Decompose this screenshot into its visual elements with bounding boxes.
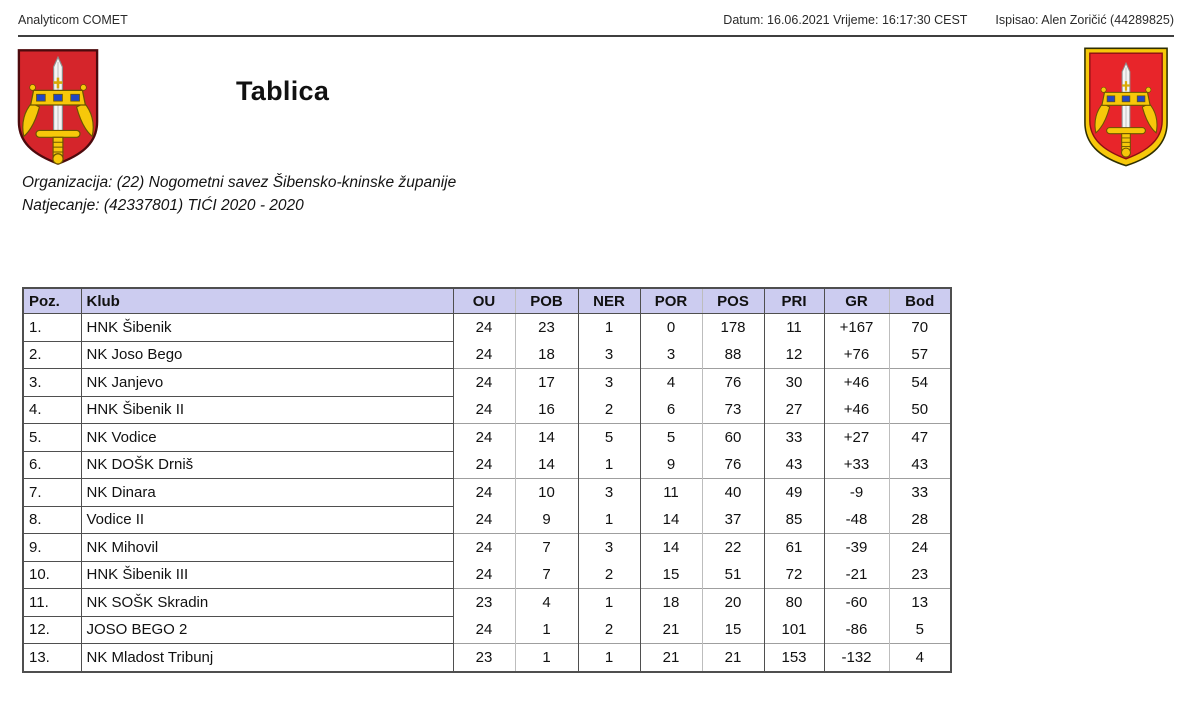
- cell-position: 2.: [23, 341, 81, 369]
- cell-draws: 1: [578, 506, 640, 534]
- cell-goals-for: 37: [702, 506, 764, 534]
- cell-goal-difference: -86: [824, 616, 889, 644]
- cell-points: 13: [889, 589, 951, 617]
- cell-points: 33: [889, 479, 951, 507]
- cell-goals-against: 61: [764, 534, 824, 562]
- cell-goals-for: 22: [702, 534, 764, 562]
- cell-club: NK Joso Bego: [81, 341, 453, 369]
- cell-club: Vodice II: [81, 506, 453, 534]
- cell-position: 4.: [23, 396, 81, 424]
- cell-goal-difference: -21: [824, 561, 889, 589]
- county-coat-of-arms-right-icon: [1082, 46, 1170, 168]
- cell-wins: 16: [515, 396, 578, 424]
- cell-club: NK DOŠK Drniš: [81, 451, 453, 479]
- cell-club: NK SOŠK Skradin: [81, 589, 453, 617]
- table-row: [23, 369, 951, 397]
- print-datetime: Datum: 16.06.2021 Vrijeme: 16:17:30 CEST: [723, 13, 968, 27]
- cell-goal-difference: +27: [824, 424, 889, 452]
- cell-draws: 5: [578, 424, 640, 452]
- cell-losses: 14: [640, 506, 702, 534]
- cell-wins: 23: [515, 314, 578, 342]
- printed-by: Ispisao: Alen Zoričić (44289825): [995, 13, 1174, 27]
- cell-points: 4: [889, 644, 951, 672]
- cell-wins: 10: [515, 479, 578, 507]
- cell-wins: 9: [515, 506, 578, 534]
- cell-club: NK Janjevo: [81, 369, 453, 397]
- cell-wins: 1: [515, 616, 578, 644]
- cell-played: 23: [453, 644, 515, 672]
- cell-points: 70: [889, 314, 951, 342]
- cell-goal-difference: -9: [824, 479, 889, 507]
- cell-points: 23: [889, 561, 951, 589]
- cell-goals-for: 88: [702, 341, 764, 369]
- table-row: [23, 479, 951, 507]
- cell-points: 24: [889, 534, 951, 562]
- cell-position: 13.: [23, 644, 81, 672]
- cell-goal-difference: -60: [824, 589, 889, 617]
- cell-draws: 2: [578, 561, 640, 589]
- cell-position: 12.: [23, 616, 81, 644]
- table-row: [23, 424, 951, 452]
- column-header-pob: POB: [515, 288, 578, 314]
- cell-losses: 6: [640, 396, 702, 424]
- cell-played: 23: [453, 589, 515, 617]
- report-meta: [22, 171, 456, 217]
- column-header-pri: PRI: [764, 288, 824, 314]
- cell-goals-against: 101: [764, 616, 824, 644]
- cell-position: 9.: [23, 534, 81, 562]
- cell-points: 57: [889, 341, 951, 369]
- cell-played: 24: [453, 369, 515, 397]
- cell-draws: 3: [578, 534, 640, 562]
- cell-draws: 2: [578, 616, 640, 644]
- cell-draws: 2: [578, 396, 640, 424]
- cell-goals-for: 40: [702, 479, 764, 507]
- cell-position: 3.: [23, 369, 81, 397]
- cell-draws: 1: [578, 644, 640, 672]
- organization-line: Organizacija: (22) Nogometni savez Šibensko-kninske županije: [22, 174, 457, 191]
- table-row: [23, 396, 951, 424]
- cell-position: 11.: [23, 589, 81, 617]
- cell-position: 7.: [23, 479, 81, 507]
- cell-goals-against: 85: [764, 506, 824, 534]
- cell-goals-against: 27: [764, 396, 824, 424]
- cell-club: HNK Šibenik: [81, 314, 453, 342]
- cell-goals-for: 21: [702, 644, 764, 672]
- cell-club: NK Mihovil: [81, 534, 453, 562]
- cell-played: 24: [453, 396, 515, 424]
- cell-wins: 7: [515, 561, 578, 589]
- cell-goals-against: 11: [764, 314, 824, 342]
- cell-draws: 3: [578, 341, 640, 369]
- print-header-right: [723, 13, 1174, 27]
- cell-goal-difference: -48: [824, 506, 889, 534]
- cell-goal-difference: -39: [824, 534, 889, 562]
- table-row: [23, 314, 951, 342]
- cell-position: 5.: [23, 424, 81, 452]
- table-row: [23, 644, 951, 672]
- table-row: [23, 341, 951, 369]
- cell-played: 24: [453, 506, 515, 534]
- cell-wins: 17: [515, 369, 578, 397]
- cell-goals-against: 72: [764, 561, 824, 589]
- cell-points: 5: [889, 616, 951, 644]
- cell-goals-for: 51: [702, 561, 764, 589]
- table-row: [23, 506, 951, 534]
- cell-position: 8.: [23, 506, 81, 534]
- cell-played: 24: [453, 616, 515, 644]
- cell-draws: 3: [578, 369, 640, 397]
- table-row: [23, 616, 951, 644]
- cell-goals-against: 12: [764, 341, 824, 369]
- cell-goals-for: 76: [702, 369, 764, 397]
- cell-losses: 11: [640, 479, 702, 507]
- cell-losses: 4: [640, 369, 702, 397]
- print-header: [18, 13, 1174, 27]
- cell-losses: 21: [640, 616, 702, 644]
- cell-draws: 1: [578, 589, 640, 617]
- table-row: [23, 589, 951, 617]
- cell-club: NK Dinara: [81, 479, 453, 507]
- cell-goals-for: 60: [702, 424, 764, 452]
- cell-played: 24: [453, 479, 515, 507]
- column-header-bod: Bod: [889, 288, 951, 314]
- cell-wins: 14: [515, 451, 578, 479]
- cell-club: NK Vodice: [81, 424, 453, 452]
- cell-wins: 18: [515, 341, 578, 369]
- cell-goals-against: 33: [764, 424, 824, 452]
- header-divider: [18, 35, 1174, 37]
- cell-goals-for: 15: [702, 616, 764, 644]
- cell-goal-difference: +167: [824, 314, 889, 342]
- cell-club: HNK Šibenik III: [81, 561, 453, 589]
- page-title: Tablica: [236, 76, 330, 106]
- cell-played: 24: [453, 424, 515, 452]
- cell-played: 24: [453, 451, 515, 479]
- cell-losses: 9: [640, 451, 702, 479]
- cell-goal-difference: +76: [824, 341, 889, 369]
- cell-losses: 18: [640, 589, 702, 617]
- cell-points: 43: [889, 451, 951, 479]
- cell-wins: 14: [515, 424, 578, 452]
- table-row: [23, 561, 951, 589]
- cell-goals-for: 76: [702, 451, 764, 479]
- column-header-por: POR: [640, 288, 702, 314]
- column-header-klub: Klub: [81, 288, 453, 314]
- cell-goal-difference: +46: [824, 396, 889, 424]
- competition-line: Natjecanje: (42337801) TIĆI 2020 - 2020: [22, 197, 304, 214]
- cell-losses: 3: [640, 341, 702, 369]
- cell-goal-difference: -132: [824, 644, 889, 672]
- cell-goals-against: 153: [764, 644, 824, 672]
- table-row: [23, 534, 951, 562]
- column-header-poz: Poz.: [23, 288, 81, 314]
- column-header-gr: GR: [824, 288, 889, 314]
- app-title: Analyticom COMET: [18, 13, 128, 27]
- column-header-ou: OU: [453, 288, 515, 314]
- cell-club: HNK Šibenik II: [81, 396, 453, 424]
- cell-draws: 3: [578, 479, 640, 507]
- column-header-pos: POS: [702, 288, 764, 314]
- column-header-ner: NER: [578, 288, 640, 314]
- cell-position: 1.: [23, 314, 81, 342]
- cell-points: 50: [889, 396, 951, 424]
- cell-losses: 0: [640, 314, 702, 342]
- cell-losses: 15: [640, 561, 702, 589]
- cell-goal-difference: +46: [824, 369, 889, 397]
- cell-club: JOSO BEGO 2: [81, 616, 453, 644]
- cell-played: 24: [453, 561, 515, 589]
- cell-losses: 5: [640, 424, 702, 452]
- cell-goal-difference: +33: [824, 451, 889, 479]
- cell-goals-against: 30: [764, 369, 824, 397]
- cell-points: 28: [889, 506, 951, 534]
- cell-played: 24: [453, 314, 515, 342]
- cell-position: 6.: [23, 451, 81, 479]
- table-row: [23, 451, 951, 479]
- cell-club: NK Mladost Tribunj: [81, 644, 453, 672]
- cell-draws: 1: [578, 314, 640, 342]
- table-header-row: [23, 288, 951, 314]
- cell-wins: 7: [515, 534, 578, 562]
- county-coat-of-arms-left-icon: [14, 46, 102, 168]
- standings-table: [22, 287, 952, 673]
- cell-losses: 21: [640, 644, 702, 672]
- cell-wins: 4: [515, 589, 578, 617]
- cell-goals-for: 73: [702, 396, 764, 424]
- cell-losses: 14: [640, 534, 702, 562]
- cell-position: 10.: [23, 561, 81, 589]
- cell-goals-for: 178: [702, 314, 764, 342]
- cell-played: 24: [453, 534, 515, 562]
- cell-draws: 1: [578, 451, 640, 479]
- cell-wins: 1: [515, 644, 578, 672]
- cell-goals-against: 43: [764, 451, 824, 479]
- cell-goals-against: 49: [764, 479, 824, 507]
- cell-goals-for: 20: [702, 589, 764, 617]
- cell-played: 24: [453, 341, 515, 369]
- cell-points: 54: [889, 369, 951, 397]
- cell-points: 47: [889, 424, 951, 452]
- cell-goals-against: 80: [764, 589, 824, 617]
